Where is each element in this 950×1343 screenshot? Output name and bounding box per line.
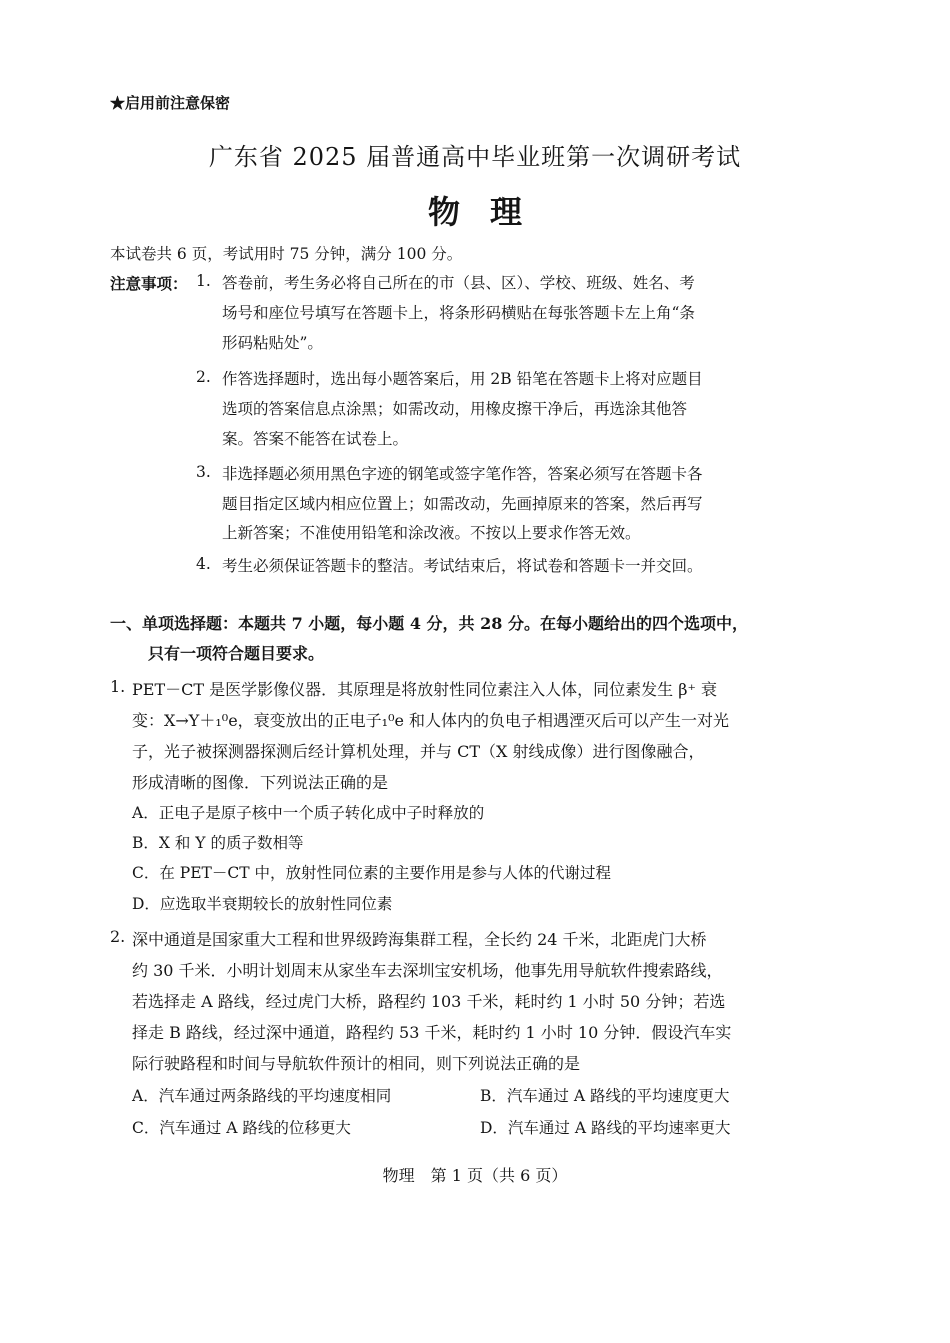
question-number: 2. [110,927,126,946]
notes-label: 注意事项： [110,274,188,293]
page-footer: 物理 第 1 页（共 6 页） [382,1166,568,1185]
option-c: C．在 PET－CT 中，放射性同位素的主要作用是参与人体的代谢过程 [132,864,611,882]
section-heading-cont: 只有一项符合题目要求。 [148,644,325,663]
option-d: D．汽车通过 A 路线的平均速率更大 [480,1119,731,1137]
option-d: D．应选取半衰期较长的放射性同位素 [132,895,393,913]
question-line: 形成清晰的图像．下列说法正确的是 [132,773,389,792]
note-line: 答卷前，考生务必将自己所在的市（县、区）、学校、班级、姓名、考 [222,274,695,292]
note-number: 1. [196,272,211,290]
question-line: 深中通道是国家重大工程和世界级跨海集群工程，全长约 24 千米，北距虎门大桥 [132,930,707,949]
subject-title: 物理 [427,193,552,231]
note-line: 场号和座位号填写在答题卡上，将条形码横贴在每张答题卡左上角“条 [222,304,695,322]
option-c: C．汽车通过 A 路线的位移更大 [132,1119,351,1137]
note-line: 形码粘贴处”。 [222,334,323,352]
note-line: 案。答案不能答在试卷上。 [222,430,409,448]
note-number: 3. [196,463,211,481]
option-a: A．汽车通过两条路线的平均速度相同 [132,1087,392,1105]
note-line: 选项的答案信息点涂黑；如需改动，用橡皮擦干净后，再选涂其他答 [222,400,688,418]
note-number: 4. [196,555,211,573]
question-line: 变：X→Y＋₁⁰e，衰变放出的正电子₁⁰e 和人体内的负电子相遇湮灭后可以产生一对光 [132,711,730,730]
note-line: 题目指定区域内相应位置上；如需改动，先画掉原来的答案，然后再写 [222,495,703,513]
confidential-mark: ★启用前注意保密 [110,94,231,112]
question-line: PET－CT 是医学影像仪器．其原理是将放射性同位素注入人体，同位素发生 β⁺ 衰 [132,680,717,699]
question-line: 子，光子被探测器探测后经计算机处理，并与 CT（X 射线成像）进行图像融合， [132,742,705,761]
option-b: B．X 和 Y 的质子数相等 [132,834,304,852]
exam-intro: 本试卷共 6 页，考试用时 75 分钟，满分 100 分。 [110,245,463,263]
exam-title: 广东省 2025 届普通高中毕业班第一次调研考试 [208,143,742,171]
question-number: 1. [110,677,126,696]
question-line: 择走 B 路线，经过深中通道，路程约 53 千米，耗时约 1 小时 10 分钟．假设汽车实 [132,1023,732,1042]
option-a: A．正电子是原子核中一个质子转化成中子时释放的 [132,804,485,822]
section-heading: 一、单项选择题：本题共 7 小题，每小题 4 分，共 28 分。在每小题给出的四个选项中， [110,614,748,633]
note-line: 考生必须保证答题卡的整洁。考试结束后，将试卷和答题卡一并交回。 [222,557,703,575]
option-b: B．汽车通过 A 路线的平均速度更大 [480,1087,730,1105]
note-line: 非选择题必须用黑色字迹的钢笔或签字笔作答，答案必须写在答题卡各 [222,465,703,483]
note-number: 2. [196,368,211,386]
question-line: 际行驶路程和时间与导航软件预计的相同，则下列说法正确的是 [132,1054,581,1073]
question-line: 若选择走 A 路线，经过虎门大桥，路程约 103 千米，耗时约 1 小时 50 分钟；若选 [132,992,726,1011]
note-line: 上新答案；不准使用铅笔和涂改液。不按以上要求作答无效。 [222,524,641,542]
question-line: 约 30 千米．小明计划周末从家坐车去深圳宝安机场，他事先用导航软件搜索路线， [132,961,723,980]
note-line: 作答选择题时，选出每小题答案后，用 2B 铅笔在答题卡上将对应题目 [222,370,703,388]
